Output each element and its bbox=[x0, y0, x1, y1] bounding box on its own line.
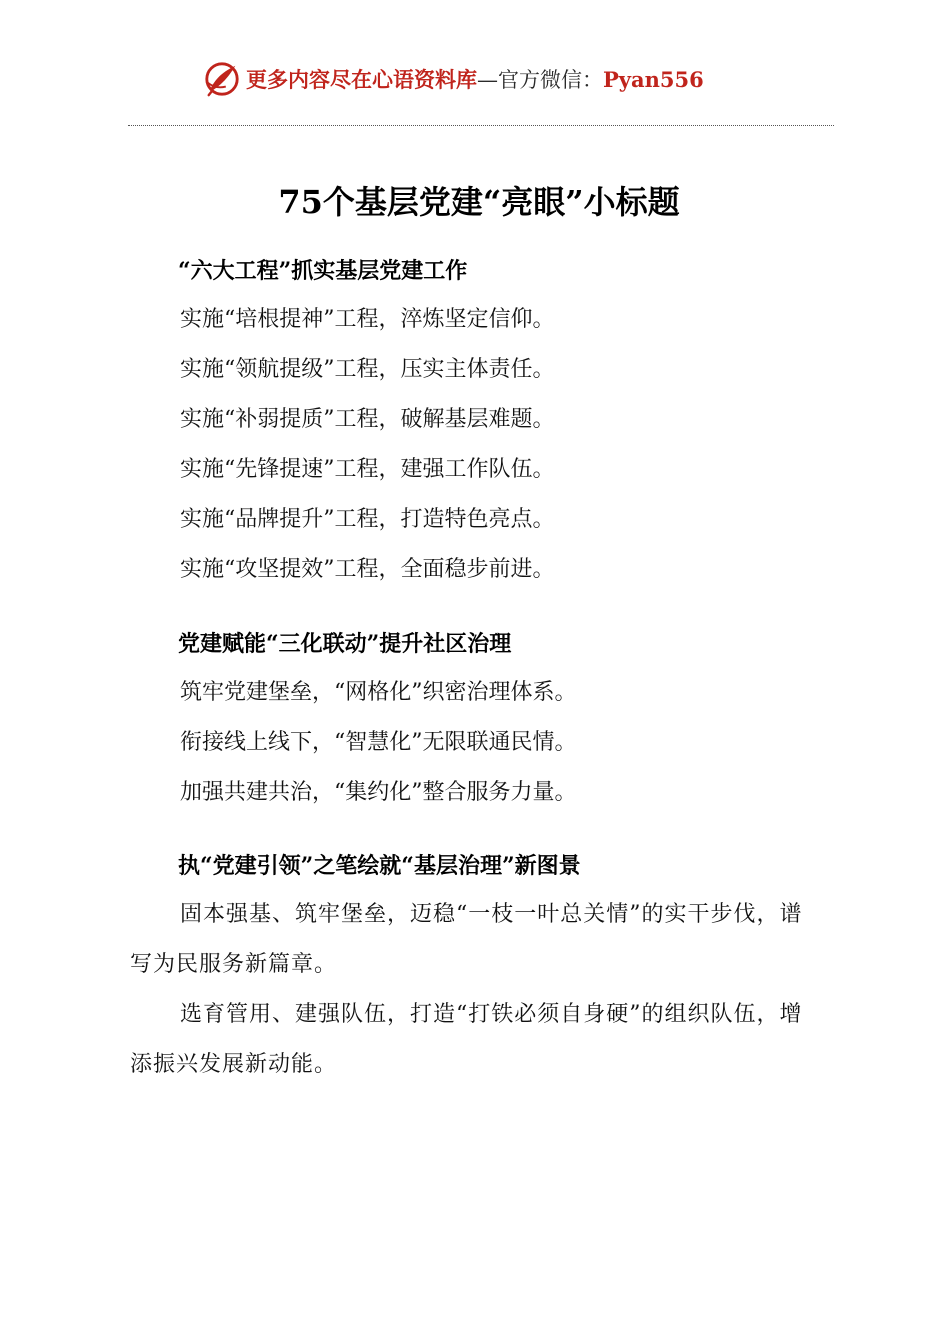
section-1 bbox=[130, 247, 820, 595]
wechat-id: Pyan556 bbox=[603, 67, 704, 92]
header-dash: — bbox=[477, 68, 498, 92]
wechat-label: 官方微信： bbox=[498, 68, 603, 92]
body-line: 加强共建共治，“集约化”整合服务力量。 bbox=[180, 780, 577, 805]
body-line: 实施“先锋提速”工程，建强工作队伍。 bbox=[180, 457, 555, 482]
page-header bbox=[0, 58, 950, 102]
body-paragraph: 选育管用、建强队伍，打造“打铁必须自身硬”的组织队伍，增添振兴发展新动能。 bbox=[130, 1002, 803, 1077]
body-line: 实施“品牌提升”工程，打造特色亮点。 bbox=[180, 507, 555, 532]
body-line: 实施“领航提级”工程，压实主体责任。 bbox=[180, 357, 555, 382]
section-3 bbox=[130, 842, 820, 1090]
document-body bbox=[130, 247, 820, 1090]
body-line: 筑牢党建堡垒，“网格化”织密治理体系。 bbox=[180, 680, 577, 705]
body-line: 实施“培根提神”工程，淬炼坚定信仰。 bbox=[180, 307, 555, 332]
section-heading: 执“党建引领”之笔绘就“基层治理”新图景 bbox=[178, 853, 581, 879]
section-heading: “六大工程”抓实基层党建工作 bbox=[178, 258, 468, 284]
body-line: 衔接线上线下，“智慧化”无限联通民情。 bbox=[180, 730, 577, 755]
section-2 bbox=[130, 620, 820, 818]
document-title: 75个基层党建“亮眼”小标题 bbox=[278, 183, 680, 221]
brand-text: 更多内容尽在心语资料库 bbox=[246, 67, 477, 92]
header-banner-text bbox=[246, 65, 704, 95]
pen-nib-logo-icon bbox=[203, 60, 241, 98]
body-paragraph: 固本强基、筑牢堡垒，迈稳“一枝一叶总关情”的实干步伐，谱写为民服务新篇章。 bbox=[130, 902, 803, 977]
body-line: 实施“补弱提质”工程，破解基层难题。 bbox=[180, 407, 555, 432]
header-divider bbox=[128, 125, 834, 126]
section-heading: 党建赋能“三化联动”提升社区治理 bbox=[178, 631, 512, 657]
body-line: 实施“攻坚提效”工程，全面稳步前进。 bbox=[180, 557, 555, 582]
